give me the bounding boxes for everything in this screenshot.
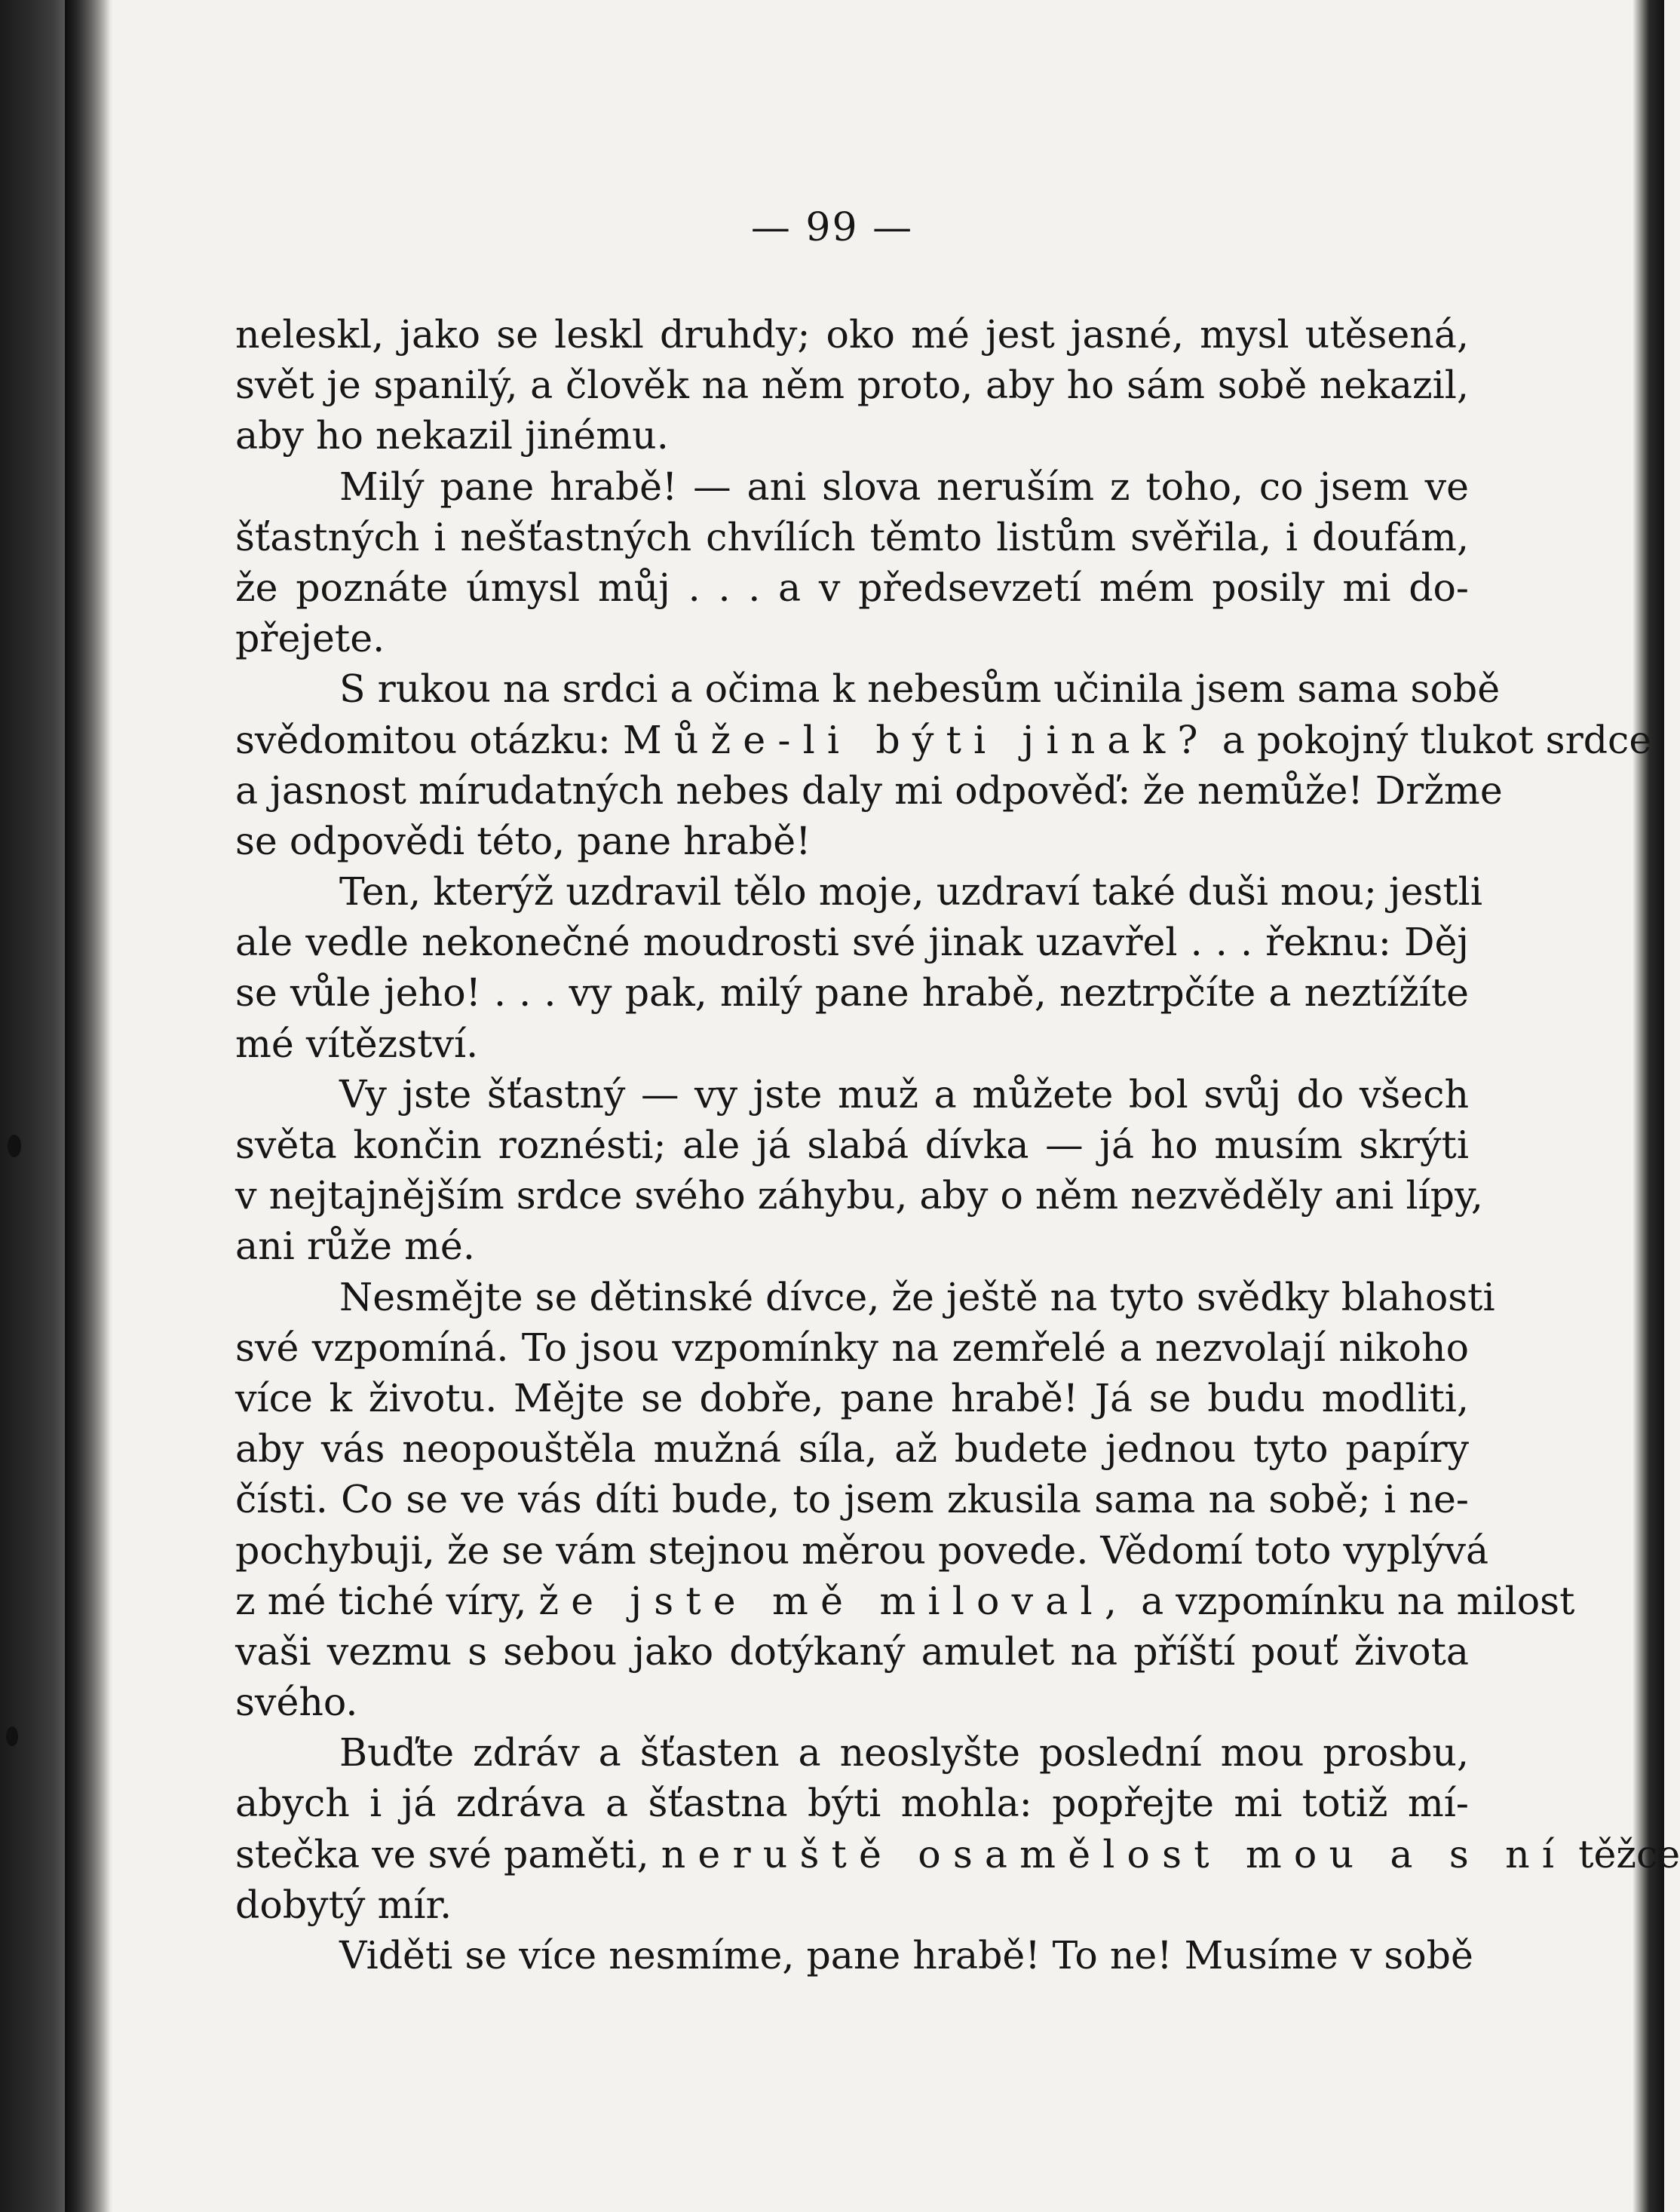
text-segment: a vzpomínku na milost (1129, 1578, 1575, 1623)
text-line: Nesmějte se dětinské dívce, že ještě na tyto svědky blahosti (339, 1274, 1495, 1319)
text-line: pochybuji, že se vám stejnou měrou povede. Vědomí toto vyplývá (235, 1527, 1489, 1573)
text-line: se vůle jeho! . . . vy pak, milý pane hrabě, neztrpčíte a neztížíte (235, 970, 1469, 1016)
emphasized-text: neruště osamělost mou a s ní (661, 1831, 1567, 1877)
text-line: a jasnost mírudatných nebes daly mi odpověď: že nemůže! Držme (235, 767, 1503, 813)
text-line (235, 1576, 1575, 1626)
text-line: své vzpomíná. To jsou vzpomínky na zemřelé a nezvolají nikoho (235, 1325, 1469, 1370)
text-line (235, 715, 1652, 765)
text-segment: a pokojný tlukot srdce (1209, 717, 1652, 762)
text-line: že poznáte úmysl můj . . . a v předsevzetí mém posily mi do- (235, 565, 1469, 610)
text-line: Buďte zdráv a šťasten a neoslyšte poslední mou prosbu, (339, 1730, 1469, 1775)
text-line: abych i já zdráva a šťastna býti mohla: popřejte mi totiž mí- (235, 1781, 1469, 1826)
text-segment: svědomitou otázku: (235, 717, 623, 762)
text-line: přejete. (235, 616, 385, 661)
text-line: ani růže mé. (235, 1224, 475, 1269)
text-line: Ten, kterýž uzdravil tělo moje, uzdraví také duši mou; jestli (339, 869, 1482, 915)
text-block (235, 309, 1680, 1981)
binding-shadow (65, 0, 110, 2212)
text-segment: z mé tiché víry, (235, 1578, 539, 1623)
text-line: Vy jste šťastný — vy jste muž a můžete bol svůj do všech (339, 1071, 1469, 1117)
text-line: se odpovědi této, pane hrabě! (235, 818, 811, 863)
page-number: — 99 — (750, 205, 914, 250)
text-line: Viděti se více nesmíme, pane hrabě! To ne! Musíme v sobě (339, 1933, 1473, 1978)
text-line: S rukou na srdci a očima k nebesům učinila jsem sama sobě (339, 666, 1501, 712)
scan-edge-right (1632, 0, 1664, 2212)
text-line: svět je spanilý, a člověk na něm proto, aby ho sám sobě nekazil, (235, 363, 1469, 408)
text-line: dobytý mír. (235, 1882, 452, 1927)
text-line: v nejtajnějším srdce svého záhybu, aby o něm nezvěděly ani lípy, (235, 1173, 1483, 1218)
text-line (235, 1829, 1680, 1880)
text-line: svého. (235, 1680, 358, 1725)
text-line: více k životu. Mějte se dobře, pane hrabě! Já se budu modliti, (235, 1375, 1469, 1420)
emphasized-text: že jste mě miloval, (538, 1578, 1130, 1623)
text-line: aby ho nekazil jinému. (235, 413, 669, 458)
text-line: neleskl, jako se leskl druhdy; oko mé jest jasné, mysl utěsená, (235, 312, 1469, 357)
emphasized-text: Může-li býti jinak? (622, 717, 1210, 762)
text-line: světa končin roznésti; ale já slabá dívka — já ho musím skrýti (235, 1123, 1469, 1167)
text-segment: stečka ve své paměti, (235, 1831, 661, 1877)
text-line: vaši vezmu s sebou jako dotýkaný amulet na příští pouť života (235, 1628, 1469, 1674)
scan-mark (6, 1726, 18, 1746)
text-line: mé vítězství. (235, 1021, 479, 1066)
text-line: Milý pane hrabě! — ani slova neruším z toho, co jsem ve (339, 464, 1469, 509)
text-line: čísti. Co se ve vás díti bude, to jsem zkusila sama na sobě; i ne- (235, 1477, 1469, 1522)
text-segment: těžce (1566, 1831, 1680, 1877)
text-line: šťastných i nešťastných chvílích těmto listům svěřila, i doufám, (235, 514, 1469, 559)
text-line: aby vás neopouštěla mužná síla, až budete jednou tyto papíry (235, 1426, 1469, 1472)
scan-mark (8, 1135, 21, 1157)
text-line: ale vedle nekonečné moudrosti své jinak uzavřel . . . řeknu: Děj (235, 920, 1469, 965)
